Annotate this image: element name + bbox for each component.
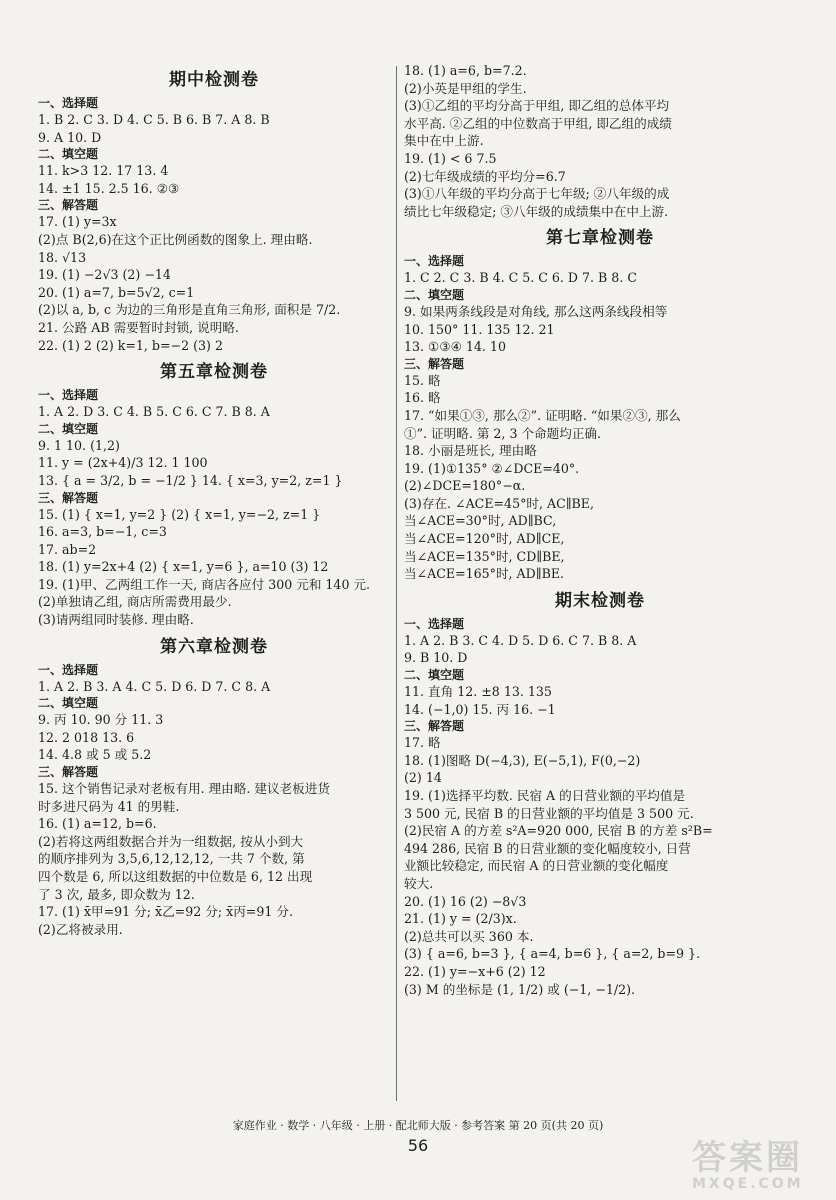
section-heading: 一、选择题 bbox=[38, 662, 99, 677]
answer-line: 12. 2 018 13. 6 bbox=[38, 729, 135, 745]
page-number: 56 bbox=[407, 1136, 429, 1155]
answer-line: 19. (1)甲、乙两组工作一天, 商店各应付 300 元和 140 元. bbox=[38, 576, 371, 592]
page-footer: 家庭作业 · 数学 · 八年级 · 上册 · 配北师大版 · 参考答案 第 20 页(共 20 页) bbox=[232, 1119, 604, 1132]
section-heading: 三、解答题 bbox=[404, 356, 465, 371]
section-heading: 二、填空题 bbox=[38, 696, 99, 711]
section-heading: 二、填空题 bbox=[404, 668, 465, 683]
answer-line: 当∠ACE=30°时, AD∥BC, bbox=[404, 513, 557, 529]
answer-line: 17. 略 bbox=[404, 735, 441, 751]
answer-line: 16. a=3, b=−1, c=3 bbox=[38, 524, 167, 540]
right-column bbox=[404, 62, 796, 998]
answer-line: 21. 公路 AB 需要暂时封锁, 说明略. bbox=[38, 319, 239, 335]
answer-line: (3)存在. ∠ACE=45°时, AC∥BE, bbox=[404, 495, 594, 511]
answer-line: (3)①八年级的平均分高于七年级; ②八年级的成 bbox=[404, 186, 670, 202]
answer-line: 9. A 10. D bbox=[38, 129, 102, 145]
answer-line: (2)七年级成绩的平均分=6.7 bbox=[404, 168, 566, 184]
section-heading: 一、选择题 bbox=[404, 254, 465, 269]
answer-line: (3)①乙组的平均分高于甲组, 即乙组的总体平均 bbox=[404, 98, 670, 114]
answer-line: 19. (1) < 6 7.5 bbox=[404, 150, 497, 166]
section-heading: 二、填空题 bbox=[38, 147, 99, 162]
answer-line: 1. A 2. D 3. C 4. B 5. C 6. C 7. B 8. A bbox=[38, 404, 270, 420]
answer-line: (2)∠DCE=180°−α. bbox=[404, 478, 526, 494]
left-column bbox=[38, 62, 390, 938]
answer-line: (2)总共可以买 360 本. bbox=[404, 928, 534, 944]
column-divider bbox=[396, 66, 397, 1101]
chapter-title: 第七章检测卷 bbox=[546, 228, 654, 249]
answer-line: 11. y = (2x+4)/3 12. 1 100 bbox=[38, 455, 208, 471]
answer-line: 18. 小丽是班长, 理由略 bbox=[404, 443, 537, 459]
answer-line: (2)点 B(2,6)在这个正比例函数的图象上. 理由略. bbox=[38, 231, 313, 247]
answer-line: 1. A 2. B 3. C 4. D 5. D 6. C 7. B 8. A bbox=[404, 632, 637, 648]
answer-line: 19. (1)①135° ②∠DCE=40°. bbox=[404, 460, 580, 476]
chapter-title: 第六章检测卷 bbox=[160, 636, 268, 657]
answer-line: 9. 如果两条线段是对角线, 那么这两条线段相等 bbox=[404, 303, 668, 319]
chapter-title: 期中检测卷 bbox=[169, 70, 259, 90]
answer-line: 11. k>3 12. 17 13. 4 bbox=[38, 163, 169, 179]
answer-line: 18. (1) a=6, b=7.2. bbox=[404, 63, 527, 78]
watermark-url: MXQE.COM bbox=[692, 1176, 804, 1192]
answer-line: 较大. bbox=[404, 875, 434, 891]
answer-line: (3) { a=6, b=3 }, { a=4, b=6 }, { a=2, b=9 }. bbox=[404, 946, 701, 962]
answer-line: 业额比较稳定, 而民宿 A 的日营业额的变化幅度 bbox=[404, 858, 669, 874]
answer-line: 15. (1) { x=1, y=2 } (2) { x=1, y=−2, z=1 } bbox=[38, 506, 321, 522]
answer-line: (3) M 的坐标是 (1, 1/2) 或 (−1, −1/2). bbox=[404, 981, 636, 997]
answer-line: 20. (1) a=7, b=5√2, c=1 bbox=[38, 284, 195, 300]
answer-line: 18. (1) y=2x+4 (2) { x=1, y=6 }, a=10 (3) 12 bbox=[38, 559, 329, 575]
answer-line: 10. 150° 11. 135 12. 21 bbox=[404, 321, 555, 337]
answer-line: (2)单独请乙组, 商店所需费用最少. bbox=[38, 594, 232, 610]
answer-line: 17. ab=2 bbox=[38, 541, 97, 557]
answer-line: (2)民宿 A 的方差 s²A=920 000, 民宿 B 的方差 s²B= bbox=[404, 823, 713, 839]
section-heading: 三、解答题 bbox=[38, 198, 99, 213]
answer-line: 17. “如果①③, 那么②”. 证明略. “如果②③, 那么 bbox=[404, 407, 681, 423]
section-heading: 一、选择题 bbox=[38, 388, 99, 403]
answer-line: 1. A 2. B 3. A 4. C 5. D 6. D 7. C 8. A bbox=[38, 678, 271, 694]
answer-line: 17. (1) x̄甲=91 分; x̄乙=92 分; x̄丙=91 分. bbox=[38, 904, 293, 920]
answer-line: 14. 4.8 或 5 或 5.2 bbox=[38, 747, 152, 763]
section-heading: 三、解答题 bbox=[38, 490, 99, 505]
answer-line: 15. 这个销售记录对老板有用. 理由略. 建议老板进货 bbox=[38, 781, 330, 797]
answer-line: 水平高. ②乙组的中位数高于甲组, 即乙组的成绩 bbox=[404, 115, 672, 131]
answer-line: 当∠ACE=135°时, CD∥BE, bbox=[404, 548, 565, 564]
answer-line: 了 3 次, 最多, 即众数为 12. bbox=[38, 886, 195, 902]
answer-line: 13. { a = 3/2, b = −1/2 } 14. { x=3, y=2, z=1 } bbox=[38, 472, 343, 488]
answer-line: 19. (1)选择平均数. 民宿 A 的日营业额的平均值是 bbox=[404, 788, 686, 803]
answer-line: (2)若将这两组数据合并为一组数据, 按从小到大 bbox=[38, 833, 304, 849]
answer-line: 集中在中上游. bbox=[404, 133, 484, 149]
answer-line: 1. C 2. C 3. B 4. C 5. C 6. D 7. B 8. C bbox=[404, 270, 637, 286]
section-heading: 二、填空题 bbox=[404, 287, 465, 302]
section-heading: 三、解答题 bbox=[38, 765, 99, 780]
answer-line: ①”. 证明略. 第 2, 3 个命题均正确. bbox=[404, 425, 602, 441]
answer-line: (2)乙将被录用. bbox=[38, 921, 123, 937]
answer-line: (2)以 a, b, c 为边的三角形是直角三角形, 面积是 7/2. bbox=[38, 302, 341, 318]
answer-line: 17. (1) y=3x bbox=[38, 214, 117, 230]
answer-line: 当∠ACE=165°时, AD∥BE. bbox=[404, 566, 565, 582]
answer-line: 22. (1) y=−x+6 (2) 12 bbox=[404, 963, 546, 979]
answer-line: (2)小英是甲组的学生. bbox=[404, 80, 527, 96]
answer-line: 四个数是 6, 所以这组数据的中位数是 6, 12 出现 bbox=[38, 869, 313, 884]
answer-line: (3)请两组同时装修. 理由略. bbox=[38, 612, 194, 628]
answer-line: 当∠ACE=120°时, AD∥CE, bbox=[404, 531, 565, 547]
section-heading: 一、选择题 bbox=[404, 616, 465, 631]
answer-line: 16. 略 bbox=[404, 390, 441, 406]
answer-line: 20. (1) 16 (2) −8√3 bbox=[404, 893, 527, 909]
chapter-title: 第五章检测卷 bbox=[160, 362, 268, 383]
answer-line: 21. (1) y = (2/3)x. bbox=[404, 911, 517, 927]
answer-line: 18. (1)图略 D(−4,3), E(−5,1), F(0,−2) bbox=[404, 752, 641, 768]
watermark-mark: 答案圈 bbox=[692, 1138, 803, 1178]
answer-line: 9. 丙 10. 90 分 11. 3 bbox=[38, 712, 164, 728]
answer-line: 1. B 2. C 3. D 4. C 5. B 6. B 7. A 8. B bbox=[38, 112, 270, 127]
answer-line: 18. √13 bbox=[38, 249, 87, 265]
answer-line: (2) 14 bbox=[404, 770, 442, 786]
answer-line: 9. B 10. D bbox=[404, 650, 468, 666]
answer-line: 的顺序排列为 3,5,6,12,12,12, 一共 7 个数, 第 bbox=[38, 851, 305, 867]
watermark-logo bbox=[692, 1140, 820, 1192]
chapter-title: 期末检测卷 bbox=[555, 590, 645, 611]
section-heading: 一、选择题 bbox=[38, 96, 99, 110]
answer-line: 13. ①③④ 14. 10 bbox=[404, 339, 506, 355]
section-heading: 三、解答题 bbox=[404, 719, 465, 734]
answer-line: 15. 略 bbox=[404, 372, 441, 388]
answer-line: 9. 1 10. (1,2) bbox=[38, 437, 120, 453]
section-heading: 二、填空题 bbox=[38, 421, 99, 436]
answer-line: 14. ±1 15. 2.5 16. ②③ bbox=[38, 180, 180, 196]
answer-line: 22. (1) 2 (2) k=1, b=−2 (3) 2 bbox=[38, 337, 223, 353]
answer-line: 绩比七年级稳定; ③八年级的成绩集中在中上游. bbox=[404, 203, 669, 219]
answer-line: 494 286, 民宿 B 的日营业额的变化幅度较小, 日营 bbox=[404, 840, 691, 856]
answer-line: 14. (−1,0) 15. 丙 16. −1 bbox=[404, 701, 556, 717]
answer-line: 16. (1) a=12, b=6. bbox=[38, 816, 157, 832]
answer-line: 19. (1) −2√3 (2) −14 bbox=[38, 267, 171, 283]
answer-line: 11. 直角 12. ±8 13. 135 bbox=[404, 684, 552, 700]
answer-line: 时多进尺码为 41 的男鞋. bbox=[38, 798, 180, 814]
answer-line: 3 500 元, 民宿 B 的日营业额的平均值是 3 500 元. bbox=[404, 805, 694, 821]
